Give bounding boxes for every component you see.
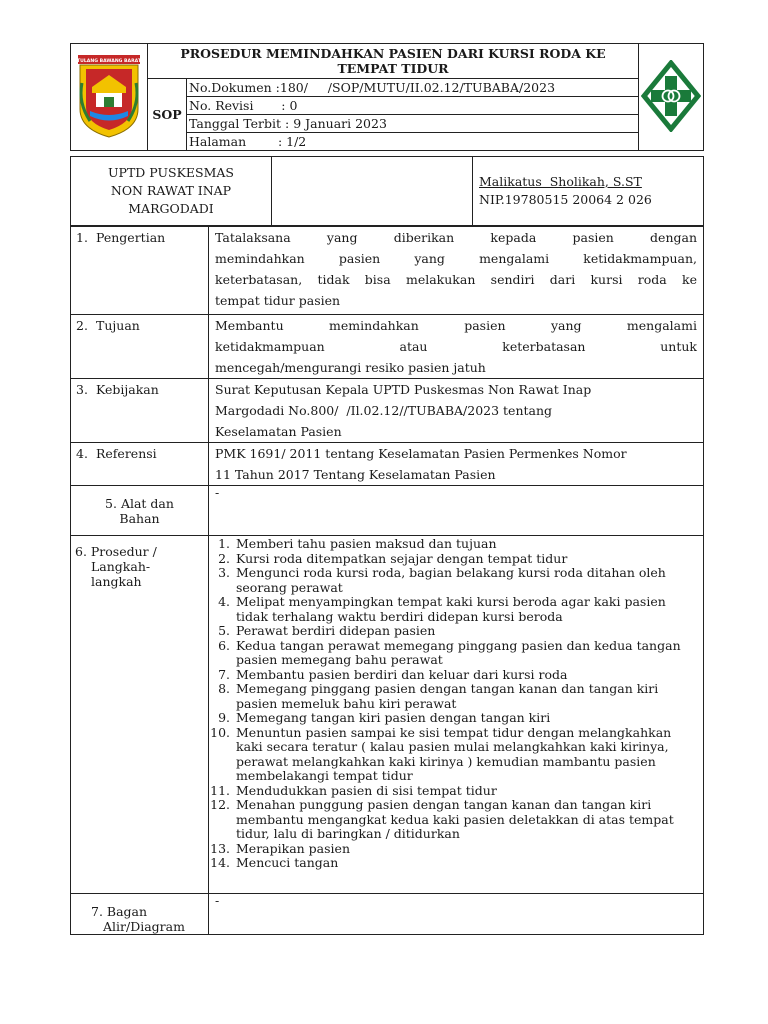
section-content-referensi: PMK 1691/ 2011 tentang Keselamatan Pasien Permenkes Nomor 11 Tahun 2017 Tentang Keselamatan Pasien <box>209 443 704 486</box>
document-title <box>148 44 639 79</box>
signer-nip: NIP.19780515 20064 2 026 <box>479 192 652 207</box>
title-line-1: PROSEDUR MEMINDAHKAN PASIEN DARI KURSI RODA KE <box>180 46 606 61</box>
procedure-step: 11. Mendudukkan pasien di sisi tempat tidur <box>234 784 699 799</box>
section-label-alat-bahan: 5. Alat dan Bahan <box>71 486 209 536</box>
procedure-step: 12. Menahan punggung pasien dengan tangan kanan dan tangan kiri membantu mengangkat kedua kaki pasien deletakkan di atas tempat tidur, lalu di baringkan / ditidurkan <box>234 798 699 842</box>
procedure-step: 3. Mengunci roda kursi roda, bagian belakang kursi roda ditahan oleh seorang perawat <box>234 566 699 595</box>
procedure-step: 10. Menuntun pasien sampai ke sisi tempat tidur dengan melangkahkan kaki secara teratur ( kalau pasien mulai melangkahkan kaki kirinya, perawat melangkahkan kaki kirinya ) kemudian mambantu pasien membelakangi tempat tidur <box>234 726 699 784</box>
signer-name: Malikatus Sholikah, S.ST <box>479 174 642 189</box>
sop-document <box>70 43 704 935</box>
section-content-tujuan: Membantu memindahkan pasien yang mengalami ketidakmampuan atau keterbatasan untuk mencegah/mengurangi resiko pasien jatuh <box>209 315 704 379</box>
org-line-2: NON RAWAT INAP <box>110 183 232 198</box>
procedure-step: 1. Memberi tahu pasien maksud dan tujuan <box>234 537 699 552</box>
section-content-bagan: - <box>209 894 704 935</box>
procedure-steps-list <box>209 537 703 871</box>
sop-label: SOP <box>148 79 187 151</box>
title-line-2: TEMPAT TIDUR <box>337 61 449 76</box>
org-line-3: MARGODADI <box>128 201 214 216</box>
procedure-step: 7. Membantu pasien berdiri dan keluar dari kursi roda <box>234 668 699 683</box>
halaman: Halaman : 1/2 <box>187 133 639 151</box>
procedure-step: 5. Perawat berdiri didepan pasien <box>234 624 699 639</box>
sop-header-table <box>70 43 704 151</box>
no-revisi: No. Revisi : 0 <box>187 97 639 115</box>
tanggal-terbit: Tanggal Terbit : 9 Januari 2023 <box>187 115 639 133</box>
procedure-step: 4. Melipat menyampingkan tempat kaki kursi beroda agar kaki pasien tidak terhalang waktu berdiri didepan kursi beroda <box>234 595 699 624</box>
procedure-step: 8. Memegang pinggang pasien dengan tangan kanan dan tangan kiri pasien memeluk bahu kiri perawat <box>234 682 699 711</box>
org-line-1: UPTD PUSKESMAS <box>108 165 234 180</box>
section-label-kebijakan: 3. Kebijakan <box>71 379 209 443</box>
section-content-alat-bahan: - <box>209 486 704 536</box>
procedure-step: 13. Merapikan pasien <box>234 842 699 857</box>
puskesmas-logo-icon <box>641 60 701 132</box>
signer-block <box>473 157 704 226</box>
section-label-bagan: 7. Bagan Alir/Diagram <box>71 894 209 935</box>
no-dokumen: No.Dokumen :180/ /SOP/MUTU/II.02.12/TUBABA/2023 <box>187 79 639 97</box>
sop-body-table <box>70 226 704 935</box>
section-label-tujuan: 2. Tujuan <box>71 315 209 379</box>
section-label-prosedur: 6. Prosedur / Langkah- langkah <box>71 536 209 894</box>
puskesmas-logo-cell <box>639 44 704 151</box>
procedure-step: 6. Kedua tangan perawat memegang pinggang pasien dan kedua tangan pasien memegang bahu perawat <box>234 639 699 668</box>
section-label-pengertian: 1. Pengertian <box>71 227 209 315</box>
section-content-pengertian: Tatalaksana yang diberikan kepada pasien dengan memindahkan pasien yang mengalami ketidakmampuan, keterbatasan, tidak bisa melakukan sendiri dari kursi roda ke tempat tidur pasien <box>209 227 704 315</box>
section-content-kebijakan: Surat Keputusan Kepala UPTD Puskesmas Non Rawat Inap Margodadi No.800/ /Il.02.12//TUBABA/2023 tentang Keselamatan Pasien <box>209 379 704 443</box>
org-table <box>70 156 704 226</box>
tulang-bawang-barat-crest-icon <box>76 53 142 139</box>
crest-banner-text: TULANG BAWANG BARAT <box>77 58 141 64</box>
procedure-step: 14. Mencuci tangan <box>234 856 699 871</box>
procedure-step: 9. Memegang tangan kiri pasien dengan tangan kiri <box>234 711 699 726</box>
section-content-prosedur <box>209 536 704 894</box>
org-unit <box>71 157 272 226</box>
signature-blank <box>272 157 473 226</box>
regency-logo-cell <box>71 44 148 151</box>
section-label-referensi: 4. Referensi <box>71 443 209 486</box>
procedure-step: 2. Kursi roda ditempatkan sejajar dengan tempat tidur <box>234 552 699 567</box>
